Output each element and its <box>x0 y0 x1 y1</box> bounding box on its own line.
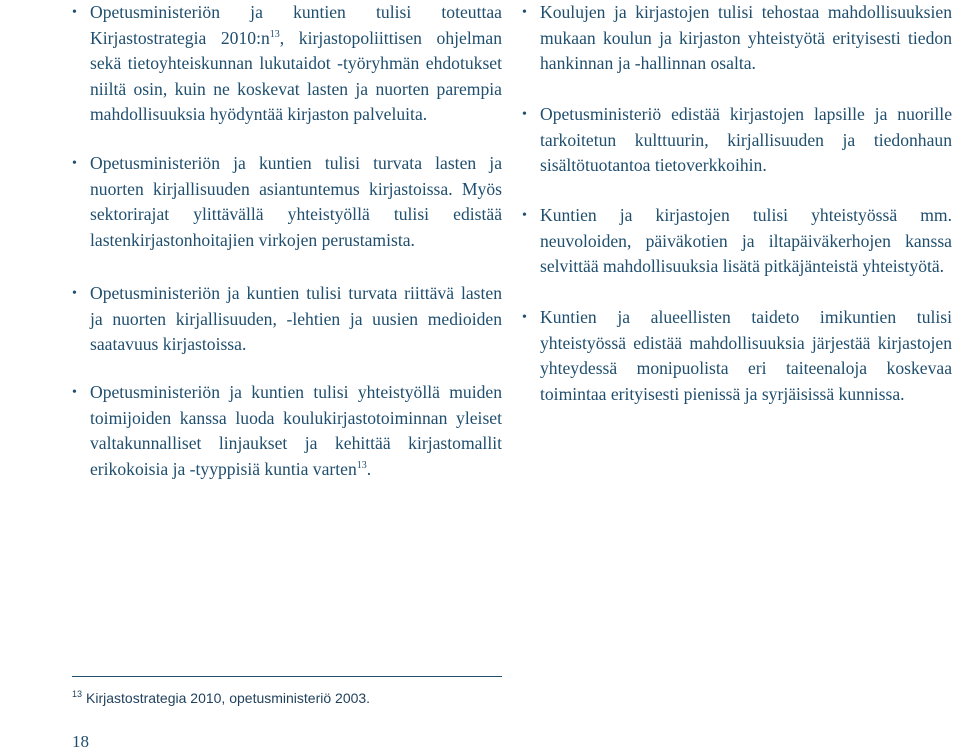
bullet-icon: • <box>72 385 77 400</box>
bullet-text: Opetusministeriön ja kuntien tulisi turvata lasten ja nuorten kirjallisuuden asiantuntemus kirjastoissa. Myös sektorirajat ylittävällä yhteistyöllä tulisi edistää lastenkirjastonhoitajien virkojen perustamista. <box>90 153 502 250</box>
footnote-reference: 13 <box>269 28 280 40</box>
bullet-text: Kuntien ja alueellisten taideto imikuntien tulisi yhteistyössä edistää mahdollisuuksia järjestää kirjastojen yhteydessä monipuolista eri taiteenaloja koskevaa toimintaa erityisesti pienissä ja syrjäisissä kunnissa. <box>540 307 952 404</box>
page-number: 18 <box>72 732 89 751</box>
bullet-text: Opetusministeriö edistää kirjastojen lapsille ja nuorille tarkoitetun kulttuurin, kirjallisuuden ja tiedonhaun sisältötuotantoa tietoverkkoihin. <box>540 104 952 175</box>
footnote-marker: 13 <box>72 689 83 700</box>
bullet-paragraph <box>72 380 502 482</box>
bullet-icon: • <box>72 156 77 171</box>
bullet-paragraph <box>72 281 502 358</box>
bullet-paragraph <box>72 0 502 128</box>
bullet-icon: • <box>522 107 527 122</box>
footnote-text: Kirjastostrategia 2010, opetusministeriö 2003. <box>86 690 371 706</box>
bullet-text: Opetusministeriön ja kuntien tulisi turvata riittävä lasten ja nuorten kirjallisuuden, -lehtien ja uusien medioiden saatavuus kirjastoissa. <box>90 283 502 354</box>
bullet-paragraph <box>522 0 952 77</box>
bullet-text: Kuntien ja kirjastojen tulisi yhteistyössä mm. neuvoloiden, päiväkotien ja iltapäiväkerhojen kanssa selvittää mahdollisuuksia lisätä pitkäjänteistä yhteistyötä. <box>540 205 952 276</box>
bullet-text-continued: , kirjastopoliittisen ohjelman sekä tietoyhteiskunnan lukutaidot -työryhmän ehdotukset niiltä osin, kuin ne koskevat lasten ja nuorten parempia mahdollisuuksia hyödyntää kirjaston palveluita. <box>90 27 502 124</box>
bullet-icon: • <box>72 5 77 20</box>
footnote-divider <box>72 676 502 677</box>
bullet-text: Koulujen ja kirjastojen tulisi tehostaa mahdollisuuksien mukaan koulun ja kirjaston yhteistyötä erityisesti tiedon hankinnan ja -hallinnan osalta. <box>540 2 952 73</box>
bullet-icon: • <box>522 208 527 223</box>
footnote <box>72 690 370 706</box>
bullet-text-continued: . <box>366 458 372 479</box>
bullet-text: Opetusministeriön ja kuntien tulisi yhteistyöllä muiden toimijoiden kanssa luoda koulukirjastotoiminnan yleiset valtakunnalliset linjaukset ja kehittää kirjastomallit erikokoisia ja -tyyppisiä kuntia varten <box>90 382 502 479</box>
footnote-reference: 13 <box>356 459 367 471</box>
bullet-icon: • <box>522 5 527 20</box>
bullet-icon: • <box>522 310 527 325</box>
bullet-paragraph <box>522 102 952 179</box>
bullet-paragraph <box>72 151 502 253</box>
bullet-text: Opetusministeriön ja kuntien tulisi toteuttaa Kirjastostrategia 2010:n <box>90 2 502 48</box>
bullet-icon: • <box>72 286 77 301</box>
bullet-paragraph <box>522 203 952 280</box>
bullet-paragraph <box>522 305 952 407</box>
